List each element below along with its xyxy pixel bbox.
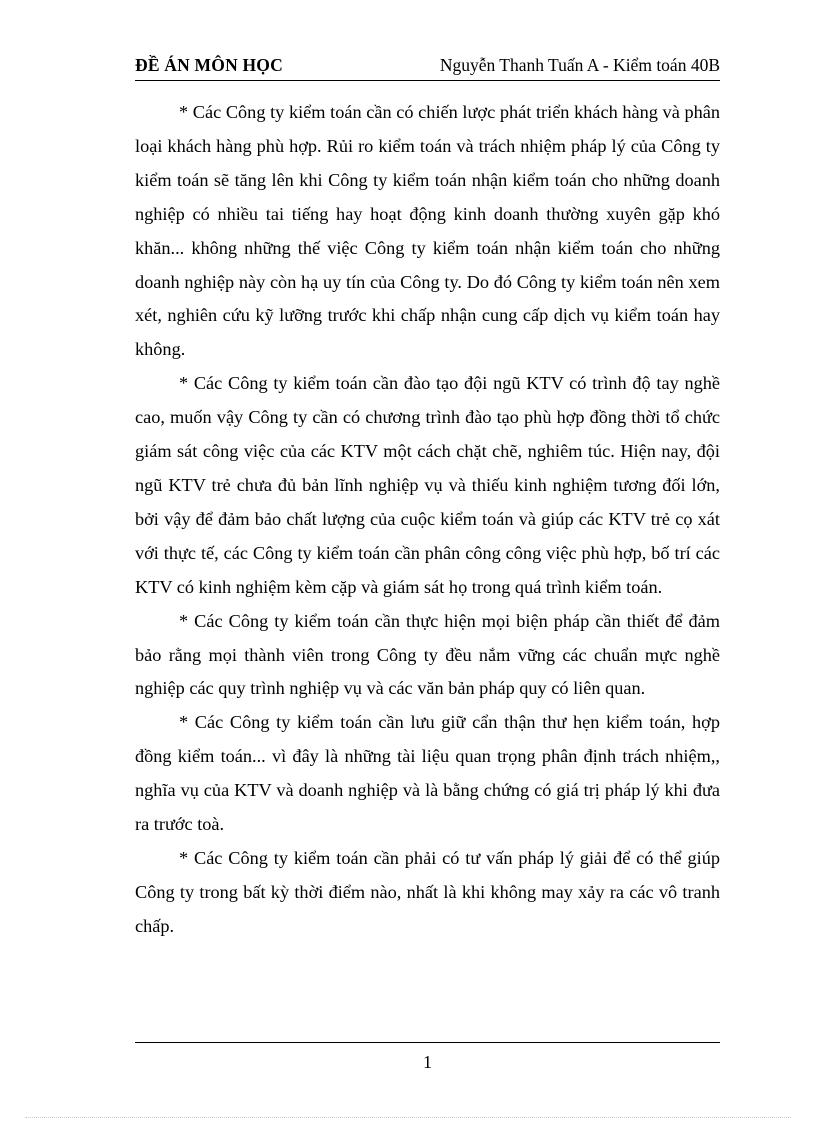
paragraph-auditor-training: * Các Công ty kiểm toán cần đào tạo đội ngũ KTV có trình độ tay nghề cao, muốn vậy Công ty cần có chương trình đào tạo phù hợp đồng thời tổ chức giám sát công việc của các KTV một cách chặt chẽ, nghiêm túc. Hiện nay, đội ngũ KTV trẻ chưa đủ bản lĩnh nghiệp vụ và thiếu kinh nghiệm tương đối lớn, bởi vậy để đảm bảo chất lượng của cuộc kiểm toán và giúp các KTV trẻ cọ xát với thực tế, các Công ty kiểm toán cần phân công công việc phù hợp, bố trí các KTV có kinh nghiệm kèm cặp và giám sát họ trong quá trình kiểm toán. [135,373,720,597]
footer-divider [135,1042,720,1043]
page-bottom-border [25,1117,791,1118]
paragraph-legal-advice: * Các Công ty kiểm toán cần phải có tư vấn pháp lý giải để có thể giúp Công ty trong bất kỳ thời điểm nào, nhất là khi không may xảy ra các vô tranh chấp. [135,847,720,936]
paragraph-document-retention: * Các Công ty kiểm toán cần lưu giữ cẩn thận thư hẹn kiểm toán, hợp đồng kiểm toán... vì đây là những tài liệu quan trọng phân định trách nhiệm,, nghĩa vụ của KTV và doanh nghiệp và là bằng chứng có giá trị pháp lý khi đưa ra trước toà. [135,712,720,835]
paragraph-client-strategy: * Các Công ty kiểm toán cần có chiến lược phát triển khách hàng và phân loại khách hàng phù hợp. Rủi ro kiểm toán và trách nhiệm pháp lý của Công ty kiểm toán sẽ tăng lên khi Công ty kiểm toán nhận kiểm toán cho những doanh nghiệp có nhiều tai tiếng hay hoạt động kinh doanh thường xuyên gặp khó khăn... không những thế việc Công ty kiểm toán nhận kiểm toán cho những doanh nghiệp này còn hạ uy tín của Công ty. Do đó Công ty kiểm toán nên xem xét, nghiên cứu kỹ lưỡng trước khi chấp nhận cung cấp dịch vụ kiểm toán hay không. [135,102,720,360]
document-body [135,96,720,944]
page-header [135,50,720,81]
header-author: Nguyễn Thanh Tuấn A - Kiểm toán 40B [439,55,720,75]
header-course-title: ĐỀ ÁN MÔN HỌC [135,55,283,75]
page-number: 1 [423,1052,432,1072]
paragraph-standards-compliance: * Các Công ty kiểm toán cần thực hiện mọi biện pháp cần thiết để đảm bảo rằng mọi thành viên trong Công ty đều nắm vững các chuẩn mực nghề nghiệp các quy trình nghiệp vụ và các văn bản pháp quy có liên quan. [135,610,720,699]
